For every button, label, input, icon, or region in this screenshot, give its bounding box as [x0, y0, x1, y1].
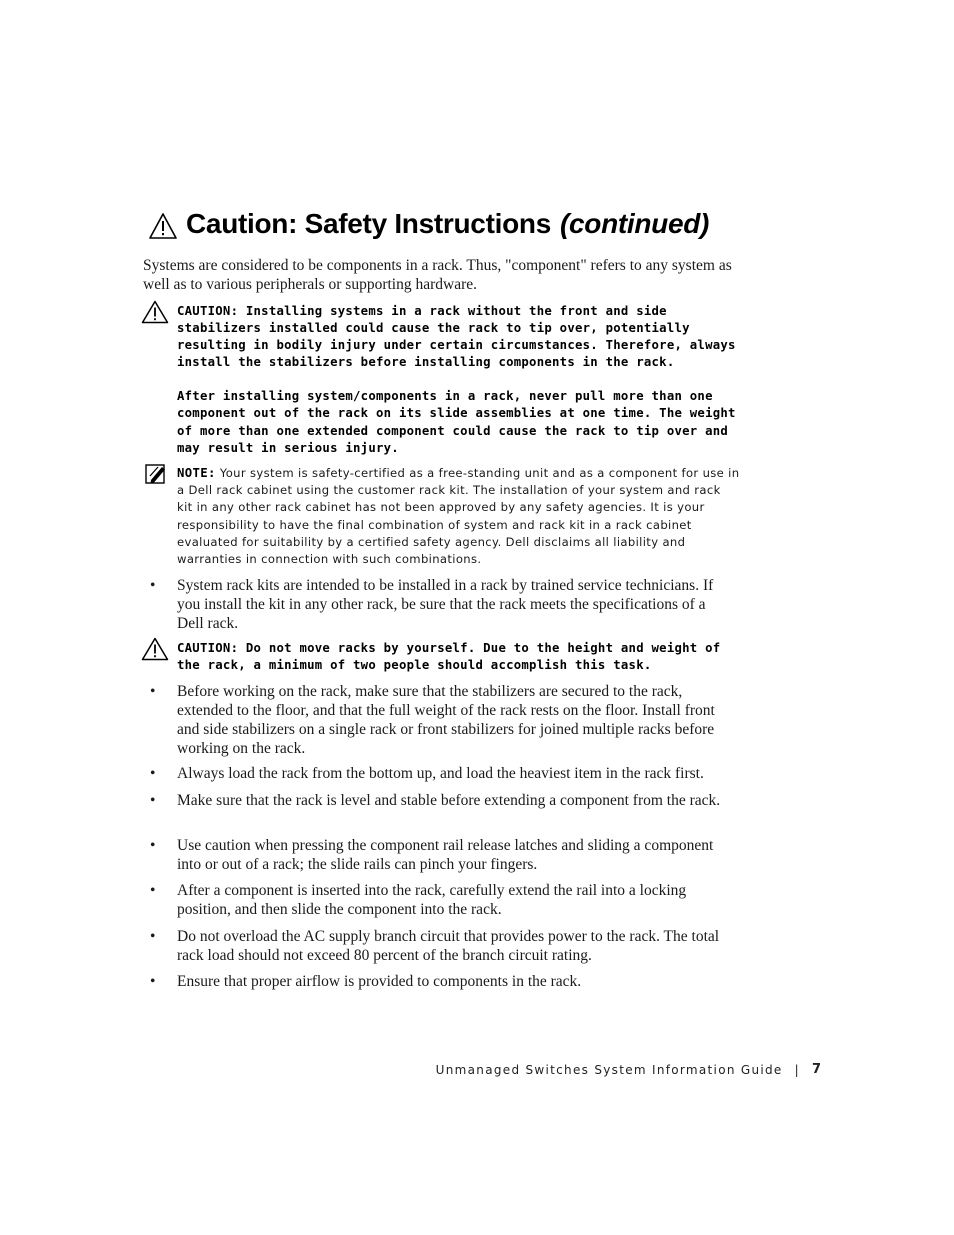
list-item — [150, 682, 735, 758]
list-item-text: Always load the rack from the bottom up, and load the heaviest item in the rack first. — [177, 765, 704, 782]
list-item-text: After a component is inserted into the rack, carefully extend the rail into a locking position, and then slide the component into the rack. — [177, 882, 687, 918]
caution-2-text: CAUTION: Do not move racks by yourself. Due to the height and weight of the rack, a minimum of two people should accomplish this task. — [177, 641, 721, 673]
footer-separator: | — [794, 1062, 800, 1077]
bullet-glyph: • — [150, 928, 156, 945]
bullet-glyph: • — [150, 882, 156, 899]
warning-triangle-icon — [140, 300, 170, 324]
caution-1-paragraph-1: CAUTION: Installing systems in a rack without the front and side stabilizers installed could cause the rack to tip over, potentially resulting in bodily injury under certain circumstances. Therefore, always install the stabilizers before installing components in the rack. — [177, 304, 736, 370]
page-heading — [148, 208, 848, 240]
heading-title: Caution: Safety Instructions — [186, 208, 551, 239]
list-item — [150, 836, 735, 874]
list-item-text: Before working on the rack, make sure that the stabilizers are secured to the rack, extended to the floor, and that the full weight of the rack rests on the floor. Install front and side stabilizers on a single rack or front stabilizers for joined multiple racks before working on the rack. — [177, 683, 715, 757]
note-text: Your system is safety-certified as a free-standing unit and as a component for use in a Dell rack cabinet using the customer rack kit. The installation of your system and rack kit in any other rack cabinet has not been approved by any safety agencies. It is your responsibility to have the final combination of system and rack kit in a rack cabinet evaluated for suitability by a certified safety agency. Dell disclaims all liability and warranties in connection with such combinations. — [177, 466, 740, 567]
bullet-glyph: • — [150, 792, 156, 809]
caution-block-1 — [140, 303, 740, 457]
warning-triangle-icon — [148, 212, 178, 240]
list-item — [150, 576, 735, 633]
heading-continued: (continued) — [559, 208, 710, 239]
page-footer — [436, 1062, 821, 1077]
caution-block-2 — [140, 640, 740, 674]
bullet-glyph: • — [150, 577, 156, 594]
list-item — [150, 791, 735, 810]
note-block — [140, 465, 740, 568]
caution-1-paragraph-2: After installing system/components in a rack, never pull more than one component out of the rack on its slide assemblies at one time. The weight of more than one extended component could cause the rack to tip over and may result in serious injury. — [177, 389, 736, 455]
note-pencil-icon — [140, 463, 170, 487]
list-item — [150, 881, 735, 919]
list-item — [150, 764, 735, 783]
list-item — [150, 972, 735, 991]
warning-triangle-icon — [140, 637, 170, 661]
note-label: NOTE: — [177, 466, 216, 480]
list-item-text: Ensure that proper airflow is provided to components in the rack. — [177, 973, 582, 990]
footer-guide-title: Unmanaged Switches System Information Guide — [435, 1062, 783, 1077]
list-item-text: Use caution when pressing the component rail release latches and sliding a component into or out of a rack; the slide rails can pinch your fingers. — [177, 837, 714, 873]
intro-paragraph: Systems are considered to be components in a rack. Thus, "component" refers to any system as well as to various peripherals or supporting hardware. — [143, 257, 732, 293]
page-number: 7 — [811, 1062, 821, 1077]
list-item — [150, 927, 735, 965]
bullet-glyph: • — [150, 765, 156, 782]
list-item-text: Do not overload the AC supply branch circuit that provides power to the rack. The total rack load should not exceed 80 percent of the branch circuit rating. — [177, 928, 720, 964]
list-item-text: System rack kits are intended to be installed in a rack by trained service technicians. If you install the kit in any other rack, be sure that the rack meets the specifications of a Dell rack. — [177, 577, 714, 632]
bullet-glyph: • — [150, 973, 156, 990]
bullet-glyph: • — [150, 837, 156, 854]
bullet-glyph: • — [150, 683, 156, 700]
list-item-text: Make sure that the rack is level and stable before extending a component from the rack. — [177, 792, 721, 809]
